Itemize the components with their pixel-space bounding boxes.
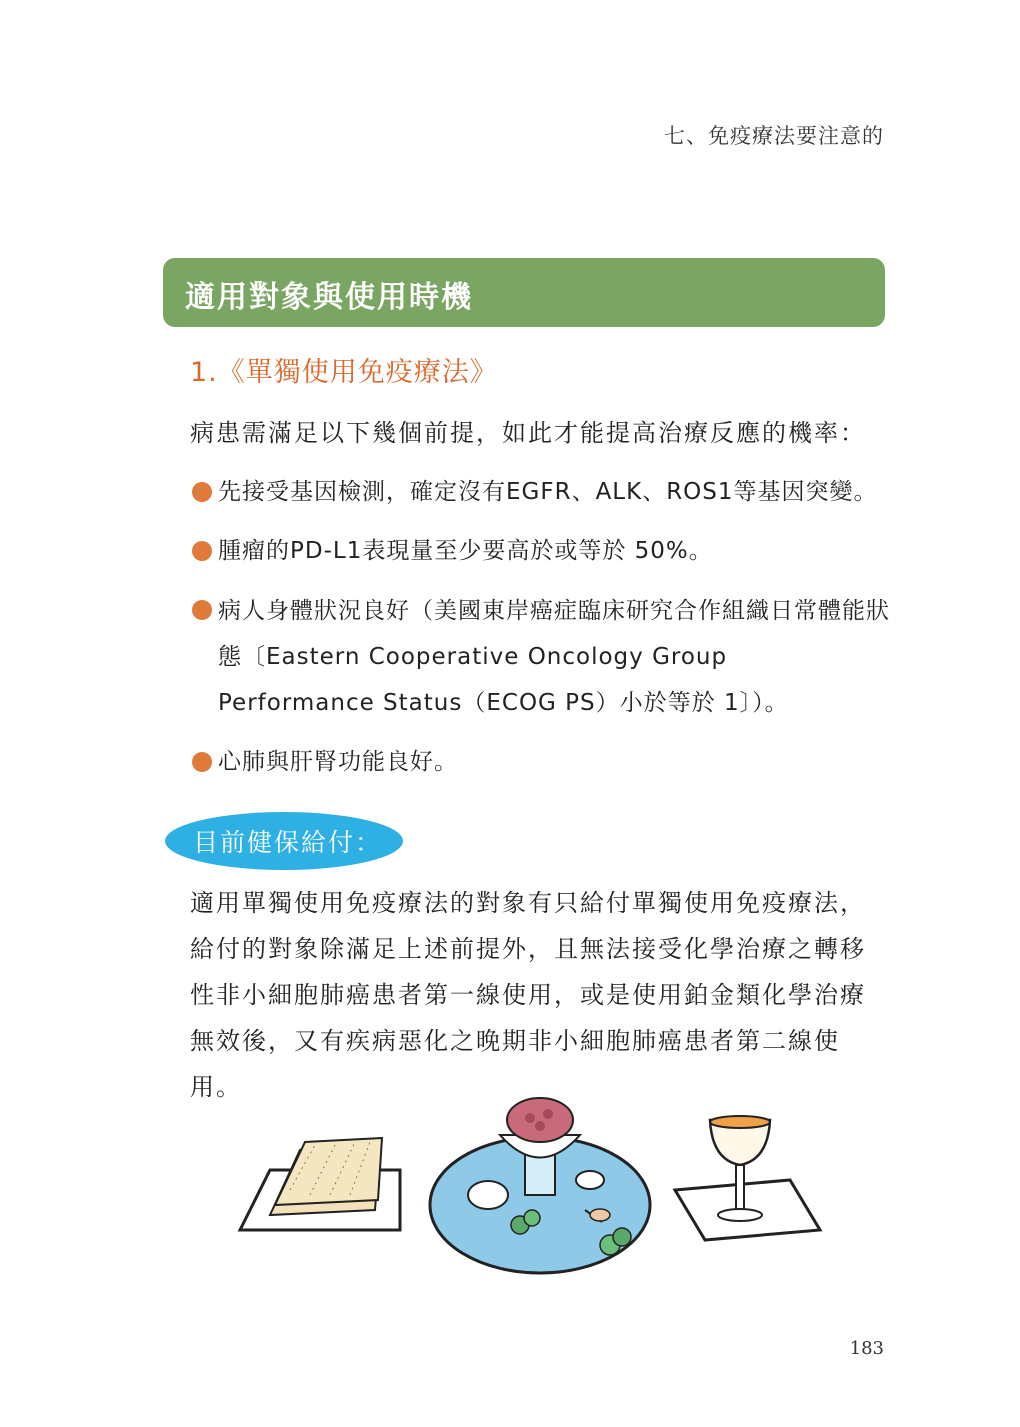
page-number: 183 bbox=[849, 1338, 884, 1359]
coverage-pill bbox=[165, 812, 403, 870]
list-item bbox=[190, 529, 890, 574]
list-item bbox=[190, 588, 890, 726]
illustration bbox=[230, 1090, 830, 1290]
bullet-text: 先接受基因檢測，確定沒有EGFR、ALK、ROS1等基因突變。 bbox=[218, 479, 878, 505]
bullet-dot-icon bbox=[192, 541, 212, 561]
bullet-list bbox=[190, 470, 890, 799]
list-item bbox=[190, 470, 890, 515]
section-title-bar bbox=[163, 258, 885, 327]
bullet-dot-icon bbox=[192, 752, 212, 772]
bullet-text: 腫瘤的PD-L1表現量至少要高於或等於 50%。 bbox=[218, 538, 713, 564]
subsection-title: 1.《單獨使用免疫療法》 bbox=[190, 357, 498, 388]
coverage-paragraph: 適用單獨使用免疫療法的對象有只給付單獨使用免疫療法，給付的對象除滿足上述前提外，且無法接受化學治療之轉移性非小細胞肺癌患者第一線使用，或是使用鉑金類化學治療無效後，又有疾病惡化之晚期非小細胞肺癌患者第二線使用。 bbox=[190, 889, 866, 1101]
coverage-pill-label: 目前健保給付： bbox=[193, 828, 383, 857]
section-title: 適用對象與使用時機 bbox=[185, 280, 473, 315]
intro-text: 病患需滿足以下幾個前提，如此才能提高治療反應的機率： bbox=[190, 419, 866, 447]
bullet-text: 病人身體狀況良好（美國東岸癌症臨床研究合作組織日常體能狀態〔Eastern Cooperative Oncology Group Performance Status（ECOG PS）小於等於 1〕）。 bbox=[218, 598, 890, 716]
bullet-dot-icon bbox=[192, 482, 212, 502]
chapter-header: 七、免疫療法要注意的 bbox=[664, 124, 884, 148]
list-item bbox=[190, 740, 890, 785]
matzah-illustration bbox=[240, 1138, 400, 1230]
bullet-text: 心肺與肝腎功能良好。 bbox=[218, 749, 458, 775]
bullet-dot-icon bbox=[192, 600, 212, 620]
wine-cup-illustration bbox=[675, 1116, 820, 1240]
seder-plate-illustration bbox=[430, 1098, 650, 1273]
